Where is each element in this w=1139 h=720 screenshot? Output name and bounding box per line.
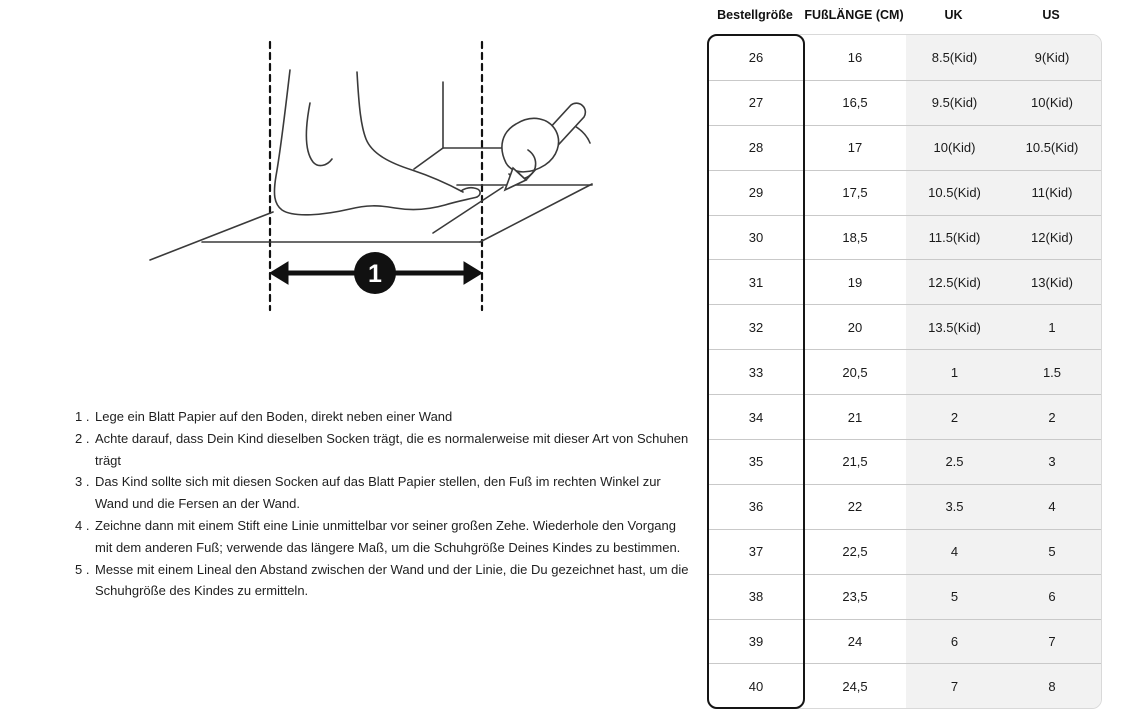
table-cell: 11.5(Kid): [906, 216, 1003, 260]
table-cell: 22: [847, 499, 863, 515]
measure-arrow: [270, 252, 482, 294]
table-cell: 2: [906, 395, 1003, 439]
table-cell: 10.5(Kid): [1003, 126, 1101, 170]
table-row: [708, 215, 1101, 260]
table-row: [708, 259, 1101, 304]
table-cell: 7: [1003, 620, 1101, 664]
table-cell: 32: [748, 319, 764, 335]
instructions-list: [75, 406, 693, 602]
paper-outline: [150, 184, 592, 260]
table-cell: 21,5: [842, 454, 868, 470]
size-table-header: [707, 4, 1102, 26]
table-cell: 1.5: [1003, 350, 1101, 394]
table-cell: 27: [748, 95, 764, 111]
step-number: 1 .: [75, 409, 90, 424]
step-text: Zeichne dann mit einem Stift eine Linie unmittelbar vor seiner großen Zehe. Wiederhole den Vorgang mit dem anderen Fuß; verwende das längere Maß, um die Schuhgröße Deines Kindes zu bestimmen.: [95, 517, 681, 555]
table-row: [708, 304, 1101, 349]
column-header-foot-length: FUßLÄNGE (CM): [804, 8, 904, 22]
instruction-step: [75, 559, 693, 603]
arrowhead-left-icon: [270, 262, 288, 284]
table-cell: 24: [847, 634, 863, 650]
step-number: 3 .: [75, 474, 90, 490]
table-row: [708, 35, 1101, 80]
table-cell: 20: [847, 319, 863, 335]
table-row: [708, 663, 1101, 708]
table-cell: 12(Kid): [1003, 216, 1101, 260]
table-cell: 34: [748, 409, 764, 425]
table-cell: 39: [748, 634, 764, 650]
table-cell: 10(Kid): [906, 126, 1003, 170]
table-cell: 5: [1003, 530, 1101, 574]
step-text: Das Kind sollte sich mit diesen Socken auf das Blatt Papier stellen, den Fuß im rechten Winkel zur Wand und die Fersen an der Wand.: [95, 474, 661, 512]
table-cell: 18,5: [842, 230, 868, 245]
column-header-order-size: Bestellgröße: [717, 8, 793, 22]
instruction-step: [75, 515, 693, 559]
table-cell: 38: [748, 589, 764, 605]
table-cell: 20,5: [842, 364, 868, 380]
table-cell: 23,5: [842, 589, 868, 605]
table-cell: 10.5(Kid): [906, 171, 1003, 215]
table-row: [708, 349, 1101, 394]
table-cell: 12.5(Kid): [906, 260, 1003, 304]
arrowhead-right-icon: [464, 262, 482, 284]
hand-icon: [502, 118, 559, 171]
table-cell: 1: [1003, 305, 1101, 349]
table-cell: 24,5: [842, 678, 868, 694]
table-cell: 35: [748, 454, 764, 470]
table-cell: 1: [906, 350, 1003, 394]
size-table: [707, 4, 1102, 709]
table-row: [708, 439, 1101, 484]
table-cell: 29: [748, 185, 764, 201]
table-cell: 6: [1003, 575, 1101, 619]
table-cell: 8.5(Kid): [906, 35, 1003, 80]
table-row: [708, 484, 1101, 529]
table-row: [708, 394, 1101, 439]
table-cell: 3: [1003, 440, 1101, 484]
table-cell: 36: [748, 499, 764, 515]
wall-lines: [414, 82, 505, 169]
table-cell: 16: [847, 49, 863, 65]
instruction-step: [75, 471, 693, 515]
column-header-us: US: [1042, 8, 1060, 22]
table-cell: 17,5: [842, 185, 868, 201]
table-row: [708, 125, 1101, 170]
table-cell: 16,5: [842, 95, 868, 111]
table-cell: 13(Kid): [1003, 260, 1101, 304]
table-cell: 10(Kid): [1003, 81, 1101, 125]
foot-measurement-diagram: [0, 0, 700, 410]
step-number: 5 .: [75, 561, 90, 577]
table-row: [708, 80, 1101, 125]
table-cell: 37: [748, 544, 764, 560]
table-cell: 2: [1003, 395, 1101, 439]
table-cell: 5: [906, 575, 1003, 619]
table-cell: 8: [1003, 664, 1101, 708]
table-cell: 13.5(Kid): [906, 305, 1003, 349]
step-number: 4 .: [75, 517, 90, 533]
table-cell: 3.5: [906, 485, 1003, 529]
table-cell: 28: [748, 140, 764, 156]
table-cell: 6: [906, 620, 1003, 664]
table-row: [708, 619, 1101, 664]
table-cell: 4: [1003, 485, 1101, 529]
table-cell: 9(Kid): [1003, 35, 1101, 80]
pen-and-hand: [502, 103, 590, 190]
step-text: Achte darauf, dass Dein Kind dieselben Socken trägt, die es normalerweise mit dieser Art von Schuhen trägt: [95, 430, 689, 468]
table-row: [708, 170, 1101, 215]
table-row: [708, 574, 1101, 619]
step-text: Messe mit einem Lineal den Abstand zwischen der Wand und der Linie, die Du gezeichnet hast, um die Schuhgröße des Kindes zu ermitteln.: [95, 561, 689, 599]
instruction-step: [75, 406, 693, 428]
table-cell: 7: [906, 664, 1003, 708]
table-cell: 17: [847, 140, 863, 156]
step-number: 2 .: [75, 430, 90, 446]
table-cell: 22,5: [842, 544, 868, 560]
instruction-step: [75, 428, 693, 472]
table-cell: 2.5: [906, 440, 1003, 484]
table-row: [708, 529, 1101, 574]
table-cell: 21: [847, 409, 863, 425]
foot-outline: [274, 70, 480, 215]
table-cell: 11(Kid): [1003, 171, 1101, 215]
table-cell: 30: [748, 230, 764, 245]
table-cell: 26: [748, 49, 764, 65]
size-table-body: [707, 34, 1102, 709]
column-header-uk: UK: [944, 8, 963, 22]
table-cell: 31: [748, 274, 764, 290]
table-cell: 33: [748, 364, 764, 380]
arrow-label: 1: [368, 260, 382, 288]
size-table-body-frame: [707, 34, 1102, 709]
table-cell: 9.5(Kid): [906, 81, 1003, 125]
table-cell: 4: [906, 530, 1003, 574]
table-cell: 19: [847, 274, 863, 290]
step-text: Lege ein Blatt Papier auf den Boden, direkt neben einer Wand: [95, 409, 453, 424]
table-cell: 40: [748, 678, 764, 694]
